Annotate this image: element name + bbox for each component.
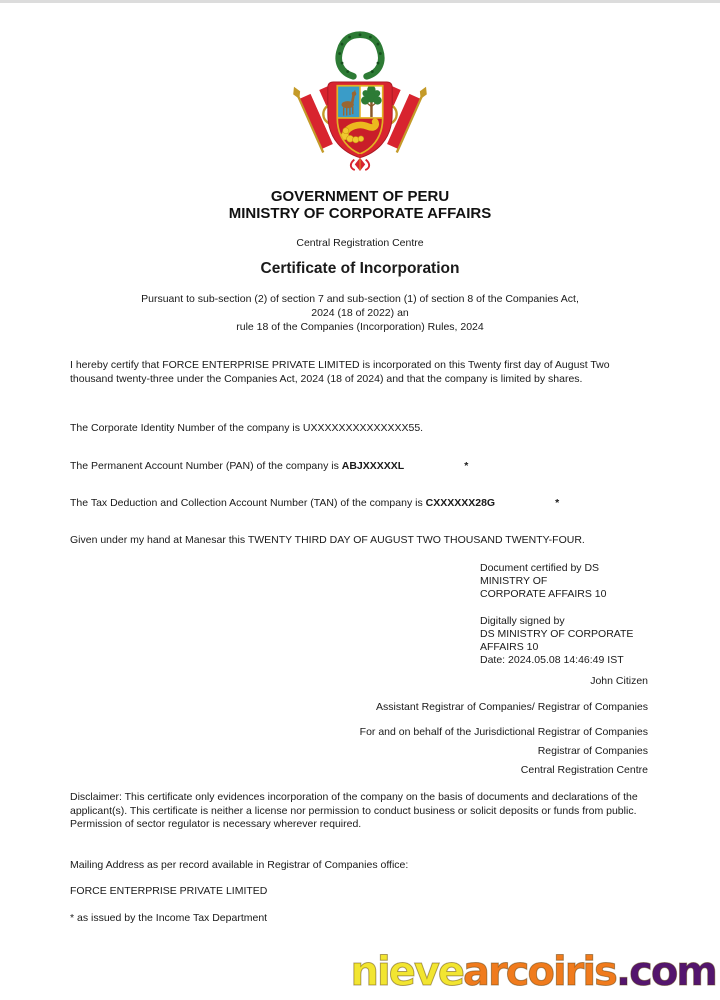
registrar-role-2: For and on behalf of the Jurisdictional Registrar of Companies bbox=[359, 726, 648, 738]
laurel-wreath-icon bbox=[338, 33, 382, 76]
registrar-role-3: Registrar of Companies bbox=[537, 745, 648, 757]
signed-line-4: Date: 2024.05.08 14:46:49 IST bbox=[480, 654, 624, 666]
pan-value: ABJXXXXXL bbox=[341, 459, 405, 472]
certified-line-2: MINISTRY OF bbox=[480, 575, 548, 587]
watermark-part-1: nieve bbox=[350, 949, 464, 995]
tan-asterisk: * bbox=[555, 497, 560, 509]
tan-line bbox=[70, 497, 648, 511]
watermark-part-2: arcoiris bbox=[463, 949, 616, 995]
certified-line-1: Document certified by DS bbox=[480, 562, 600, 574]
pan-line bbox=[70, 460, 648, 474]
watermark-part-3: .com bbox=[615, 949, 716, 995]
mailing-address-label: Mailing Address as per record available in Registrar of Companies office: bbox=[70, 858, 409, 871]
certify-paragraph: I hereby certify that FORCE ENTERPRISE PRIVATE LIMITED is incorporated on this Twenty first day of August Two thousand twenty-three under the Companies Act, 2024 (18 of 2024) and that the company is limited by shares. bbox=[70, 359, 610, 385]
registrar-role-1: Assistant Registrar of Companies/ Registrar of Companies bbox=[376, 701, 648, 713]
peru-coat-of-arms-icon bbox=[289, 27, 431, 176]
income-tax-note: * as issued by the Income Tax Department bbox=[70, 911, 268, 924]
pursuant-line-1: Pursuant to sub-section (2) of section 7 and sub-section (1) of section 8 of the Companies Act, bbox=[141, 293, 579, 305]
digitally-signed-text bbox=[480, 615, 720, 667]
signed-line-3: AFFAIRS 10 bbox=[480, 641, 539, 653]
cin-prefix: The Corporate Identity Number of the company is bbox=[70, 422, 303, 434]
registration-centre-label: Central Registration Centre bbox=[296, 237, 424, 249]
tan-prefix: The Tax Deduction and Collection Account Number (TAN) of the company is bbox=[70, 497, 426, 509]
ministry-heading: MINISTRY OF CORPORATE AFFAIRS bbox=[228, 205, 492, 222]
cin-value: UXXXXXXXXXXXXXX55. bbox=[302, 422, 424, 434]
signed-line-1: Digitally signed by bbox=[480, 615, 565, 627]
watermark-logo bbox=[350, 949, 716, 995]
certified-line-3: CORPORATE AFFAIRS 10 bbox=[480, 588, 607, 600]
certificate-title: Certificate of Incorporation bbox=[260, 260, 460, 277]
cin-line bbox=[70, 422, 648, 436]
digital-signature-block bbox=[480, 562, 720, 667]
registrar-role-4: Central Registration Centre bbox=[520, 764, 648, 776]
government-heading: GOVERNMENT OF PERU bbox=[270, 188, 450, 205]
pan-prefix: The Permanent Account Number (PAN) of the company is bbox=[70, 459, 342, 472]
pan-asterisk: * bbox=[464, 459, 469, 472]
signed-line-2: DS MINISTRY OF CORPORATE bbox=[480, 628, 634, 640]
pursuant-text bbox=[0, 292, 720, 334]
pursuant-line-2: 2024 (18 of 2022) an bbox=[311, 307, 409, 319]
given-under-hand-line: Given under my hand at Manesar this TWENTY THIRD DAY OF AUGUST TWO THOUSAND TWENTY-FOUR. bbox=[70, 533, 585, 546]
registrar-name: John Citizen bbox=[590, 675, 648, 687]
company-name: FORCE ENTERPRISE PRIVATE LIMITED bbox=[70, 885, 268, 897]
disclaimer-paragraph: Disclaimer: This certificate only evidences incorporation of the company on the basis of documents and declarations of the applicant(s). This certificate is neither a license nor permission to conduct business or solicit deposits or funds from public. Permission of sector regulator is necessary wherever required. bbox=[70, 791, 638, 830]
pursuant-line-3: rule 18 of the Companies (Incorporation) Rules, 2024 bbox=[236, 321, 484, 333]
tassel-icon bbox=[351, 154, 369, 171]
tan-value: CXXXXXX28G bbox=[425, 497, 496, 509]
document-certified-text bbox=[480, 562, 720, 601]
